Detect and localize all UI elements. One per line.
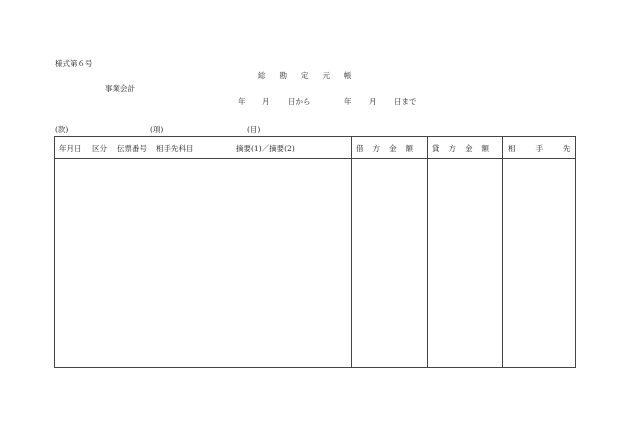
header-division: 区分 [92, 144, 107, 153]
header-debit-amount: 借方金額 [356, 144, 422, 153]
header-divider [55, 158, 575, 159]
header-summary: 摘要(1)／摘要(2) [236, 144, 295, 153]
header-counterparty: 相手先 [508, 144, 591, 153]
column-divider-debit [351, 137, 352, 367]
header-contra-account: 相手先科目 [156, 144, 194, 153]
header-slip-number: 伝票番号 [117, 144, 147, 153]
period-from-year: 年 [238, 97, 246, 106]
account-type: 事業会計 [105, 84, 135, 93]
period-to-day: 日まで [394, 97, 417, 106]
header-credit-amount: 貸方金額 [432, 144, 498, 153]
ledger-table [54, 136, 591, 368]
period-to-month: 月 [369, 97, 377, 106]
document-title: 総勘定元帳 [258, 71, 366, 80]
form-number: 様式第６号 [55, 59, 93, 68]
classification-kan: (款) [55, 125, 69, 134]
column-divider-counterparty [502, 137, 503, 367]
column-divider-credit [427, 137, 428, 367]
header-date: 年月日 [59, 144, 82, 153]
classification-moku: (目) [247, 125, 261, 134]
period-from-month: 月 [262, 97, 270, 106]
classification-kou: (項) [150, 125, 164, 134]
period-to-year: 年 [344, 97, 352, 106]
period-from-day: 日から [288, 97, 311, 106]
